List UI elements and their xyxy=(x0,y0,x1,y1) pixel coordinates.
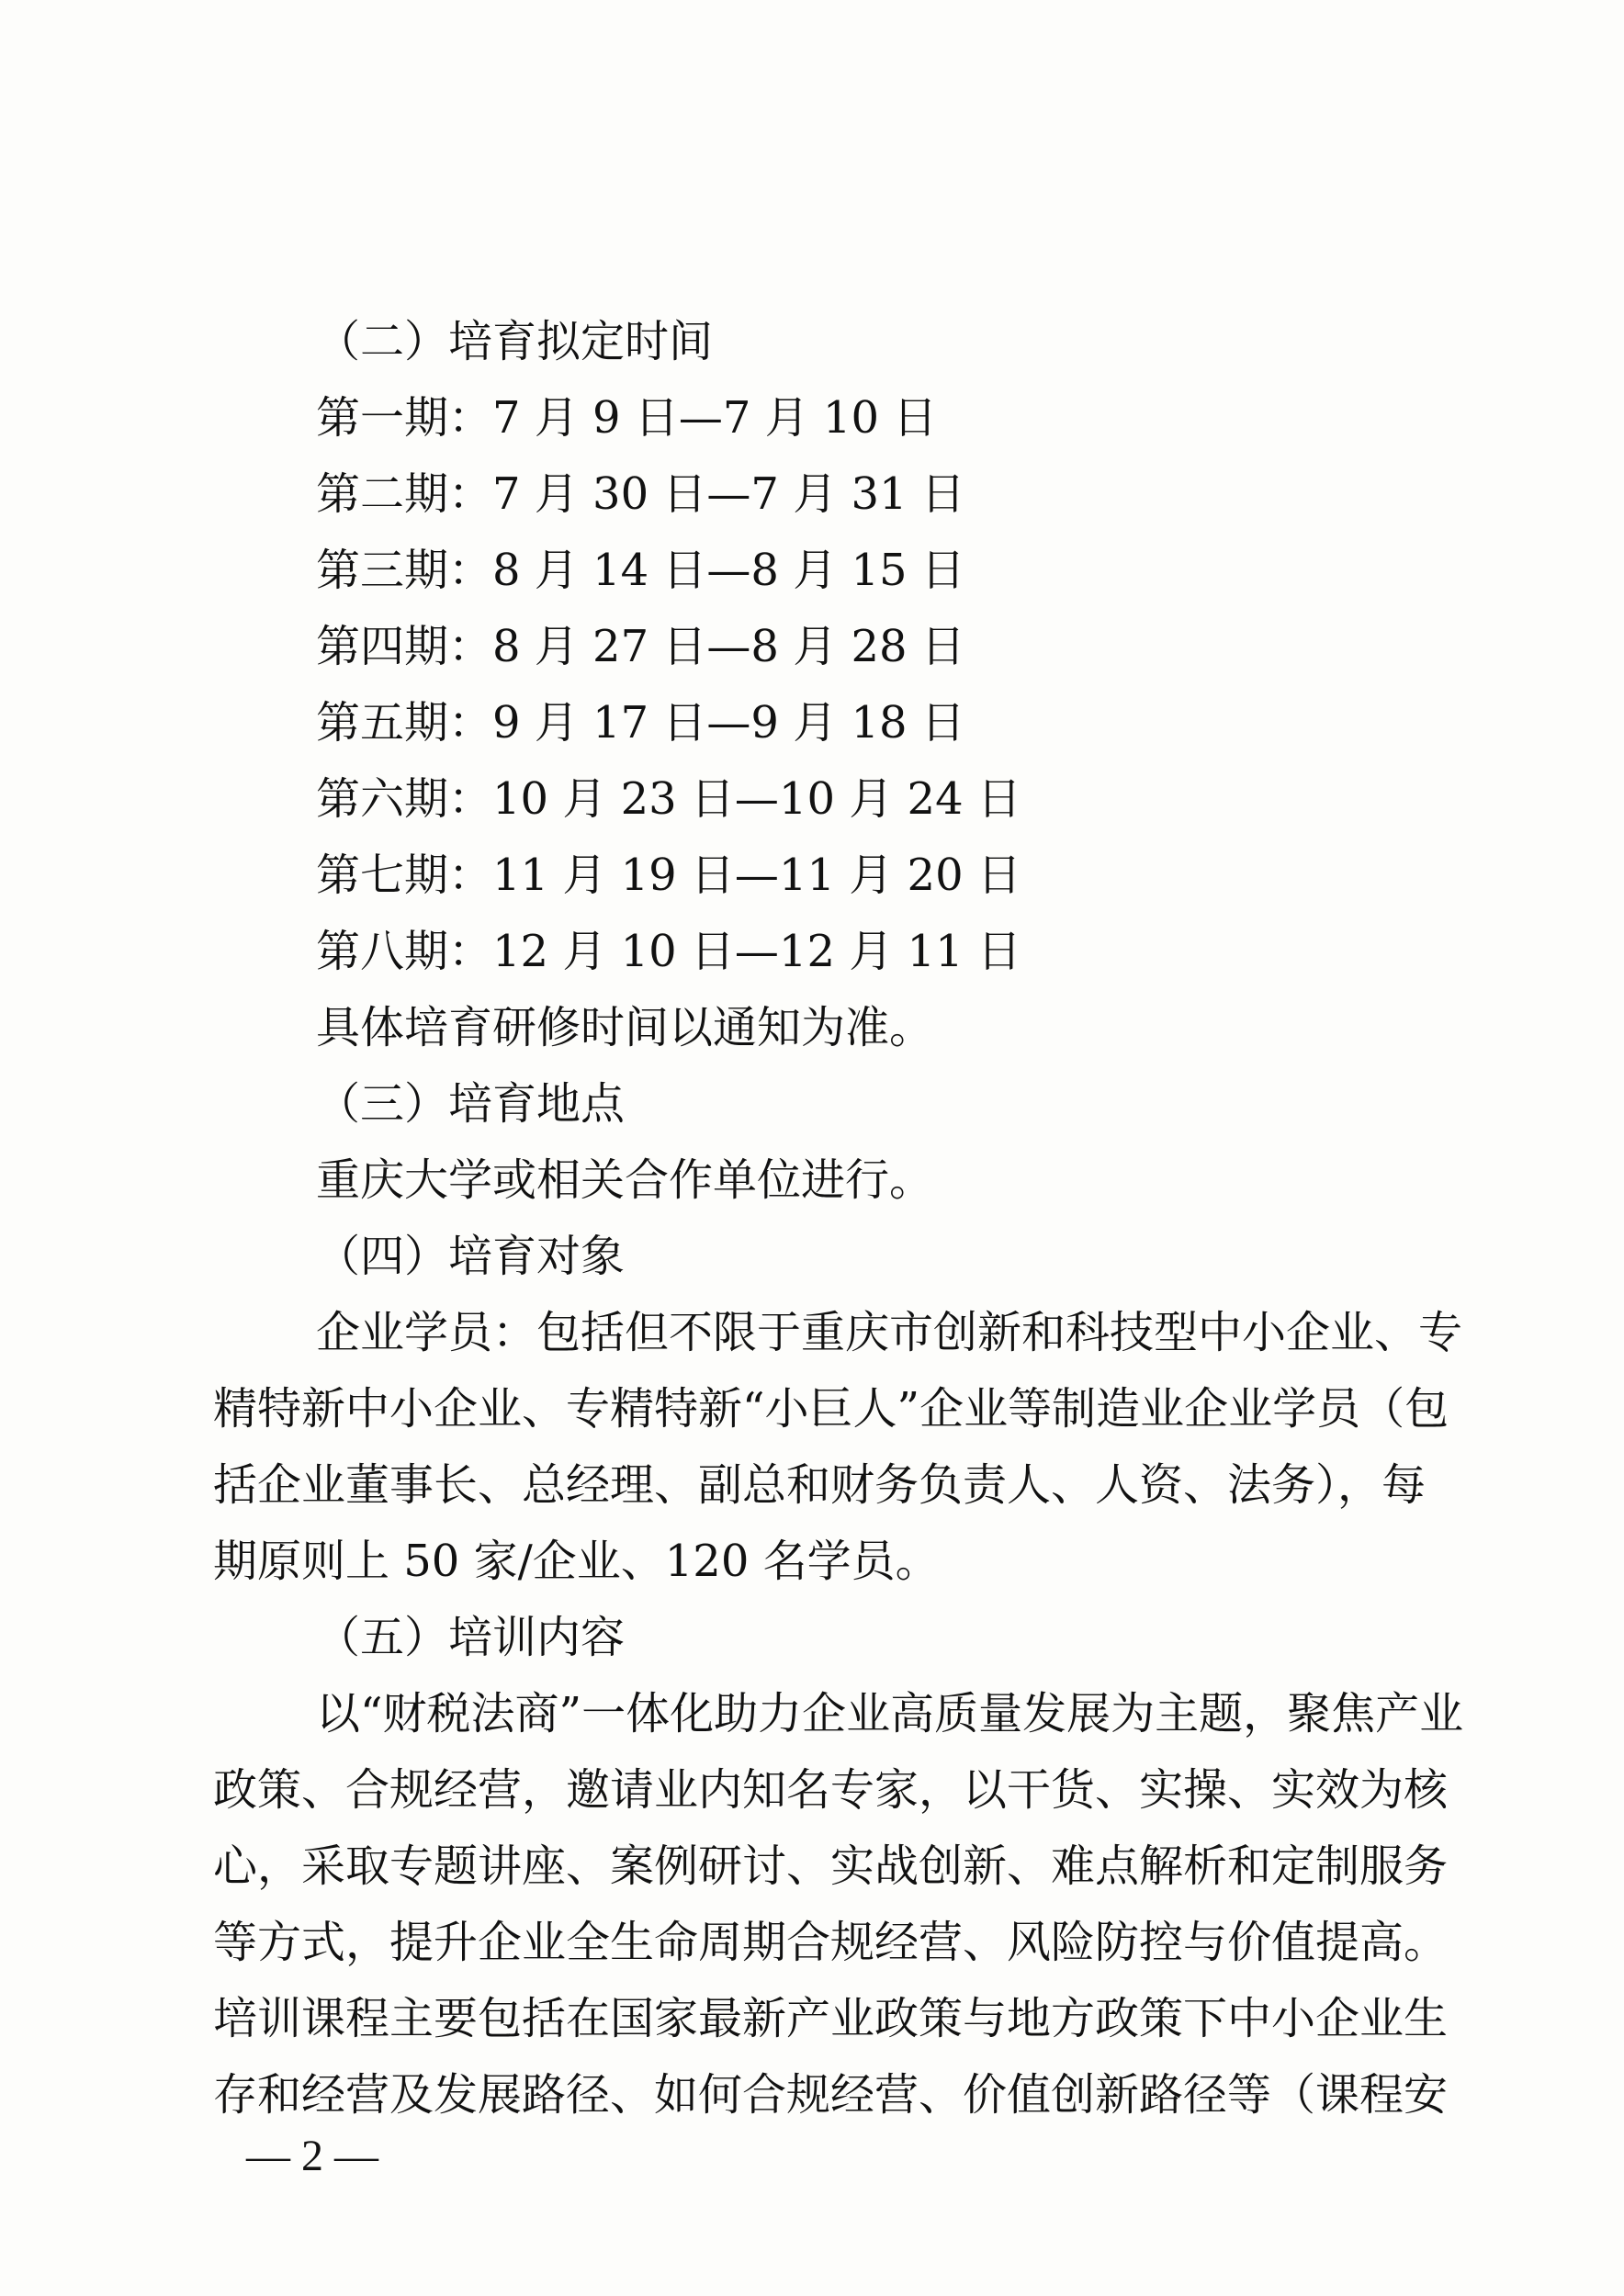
section-5-line-6: 存和经营及发展路径、如何合规经营、价值创新路径等（课程安 xyxy=(213,2069,1449,2121)
schedule-item-1: 第一期：7 月 9 日—7 月 10 日 xyxy=(316,392,938,444)
section-5-line-5: 培训课程主要包括在国家最新产业政策与地方政策下中小企业生 xyxy=(213,1993,1449,2044)
section-5-line-1: 以“财税法商”一体化助力企业高质量发展为主题，聚焦产业 xyxy=(316,1688,1464,1739)
section-3-heading: （三）培育地点 xyxy=(316,1078,626,1130)
section-2-heading: （二）培育拟定时间 xyxy=(316,316,714,367)
section-5-line-2: 政策、合规经营，邀请业内知名专家，以干货、实操、实效为核 xyxy=(213,1764,1449,1816)
section-4-line-3: 括企业董事长、总经理、副总和财务负责人、人资、法务），每 xyxy=(213,1459,1427,1511)
section-5-line-3: 心，采取专题讲座、案例研讨、实战创新、难点解析和定制服务 xyxy=(213,1840,1449,1892)
section-5-heading: （五）培训内容 xyxy=(316,1612,626,1663)
schedule-item-8: 第八期：12 月 10 日—12 月 11 日 xyxy=(316,926,1021,977)
schedule-item-7: 第七期：11 月 19 日—11 月 20 日 xyxy=(316,850,1021,901)
schedule-item-3: 第三期：8 月 14 日—8 月 15 日 xyxy=(316,545,965,596)
schedule-item-5: 第五期：9 月 17 日—9 月 18 日 xyxy=(316,697,965,748)
schedule-item-2: 第二期：7 月 30 日—7 月 31 日 xyxy=(316,468,965,520)
schedule-item-4: 第四期：8 月 27 日—8 月 28 日 xyxy=(316,621,965,672)
schedule-item-6: 第六期：10 月 23 日—10 月 24 日 xyxy=(316,773,1021,825)
section-4-line-4: 期原则上 50 家/企业、120 名学员。 xyxy=(213,1536,940,1587)
schedule-note: 具体培育研修时间以通知为准。 xyxy=(316,1002,934,1053)
section-4-line-2: 精特新中小企业、专精特新“小巨人”企业等制造业企业学员（包 xyxy=(213,1383,1449,1435)
section-4-heading: （四）培育对象 xyxy=(316,1231,626,1282)
section-3-text: 重庆大学或相关合作单位进行。 xyxy=(316,1154,934,1206)
section-4-line-1: 企业学员：包括但不限于重庆市创新和科技型中小企业、专 xyxy=(316,1307,1463,1358)
section-5-line-4: 等方式，提升企业全生命周期合规经营、风险防控与价值提高。 xyxy=(213,1917,1449,1968)
page-number: — 2 — xyxy=(246,2132,378,2180)
